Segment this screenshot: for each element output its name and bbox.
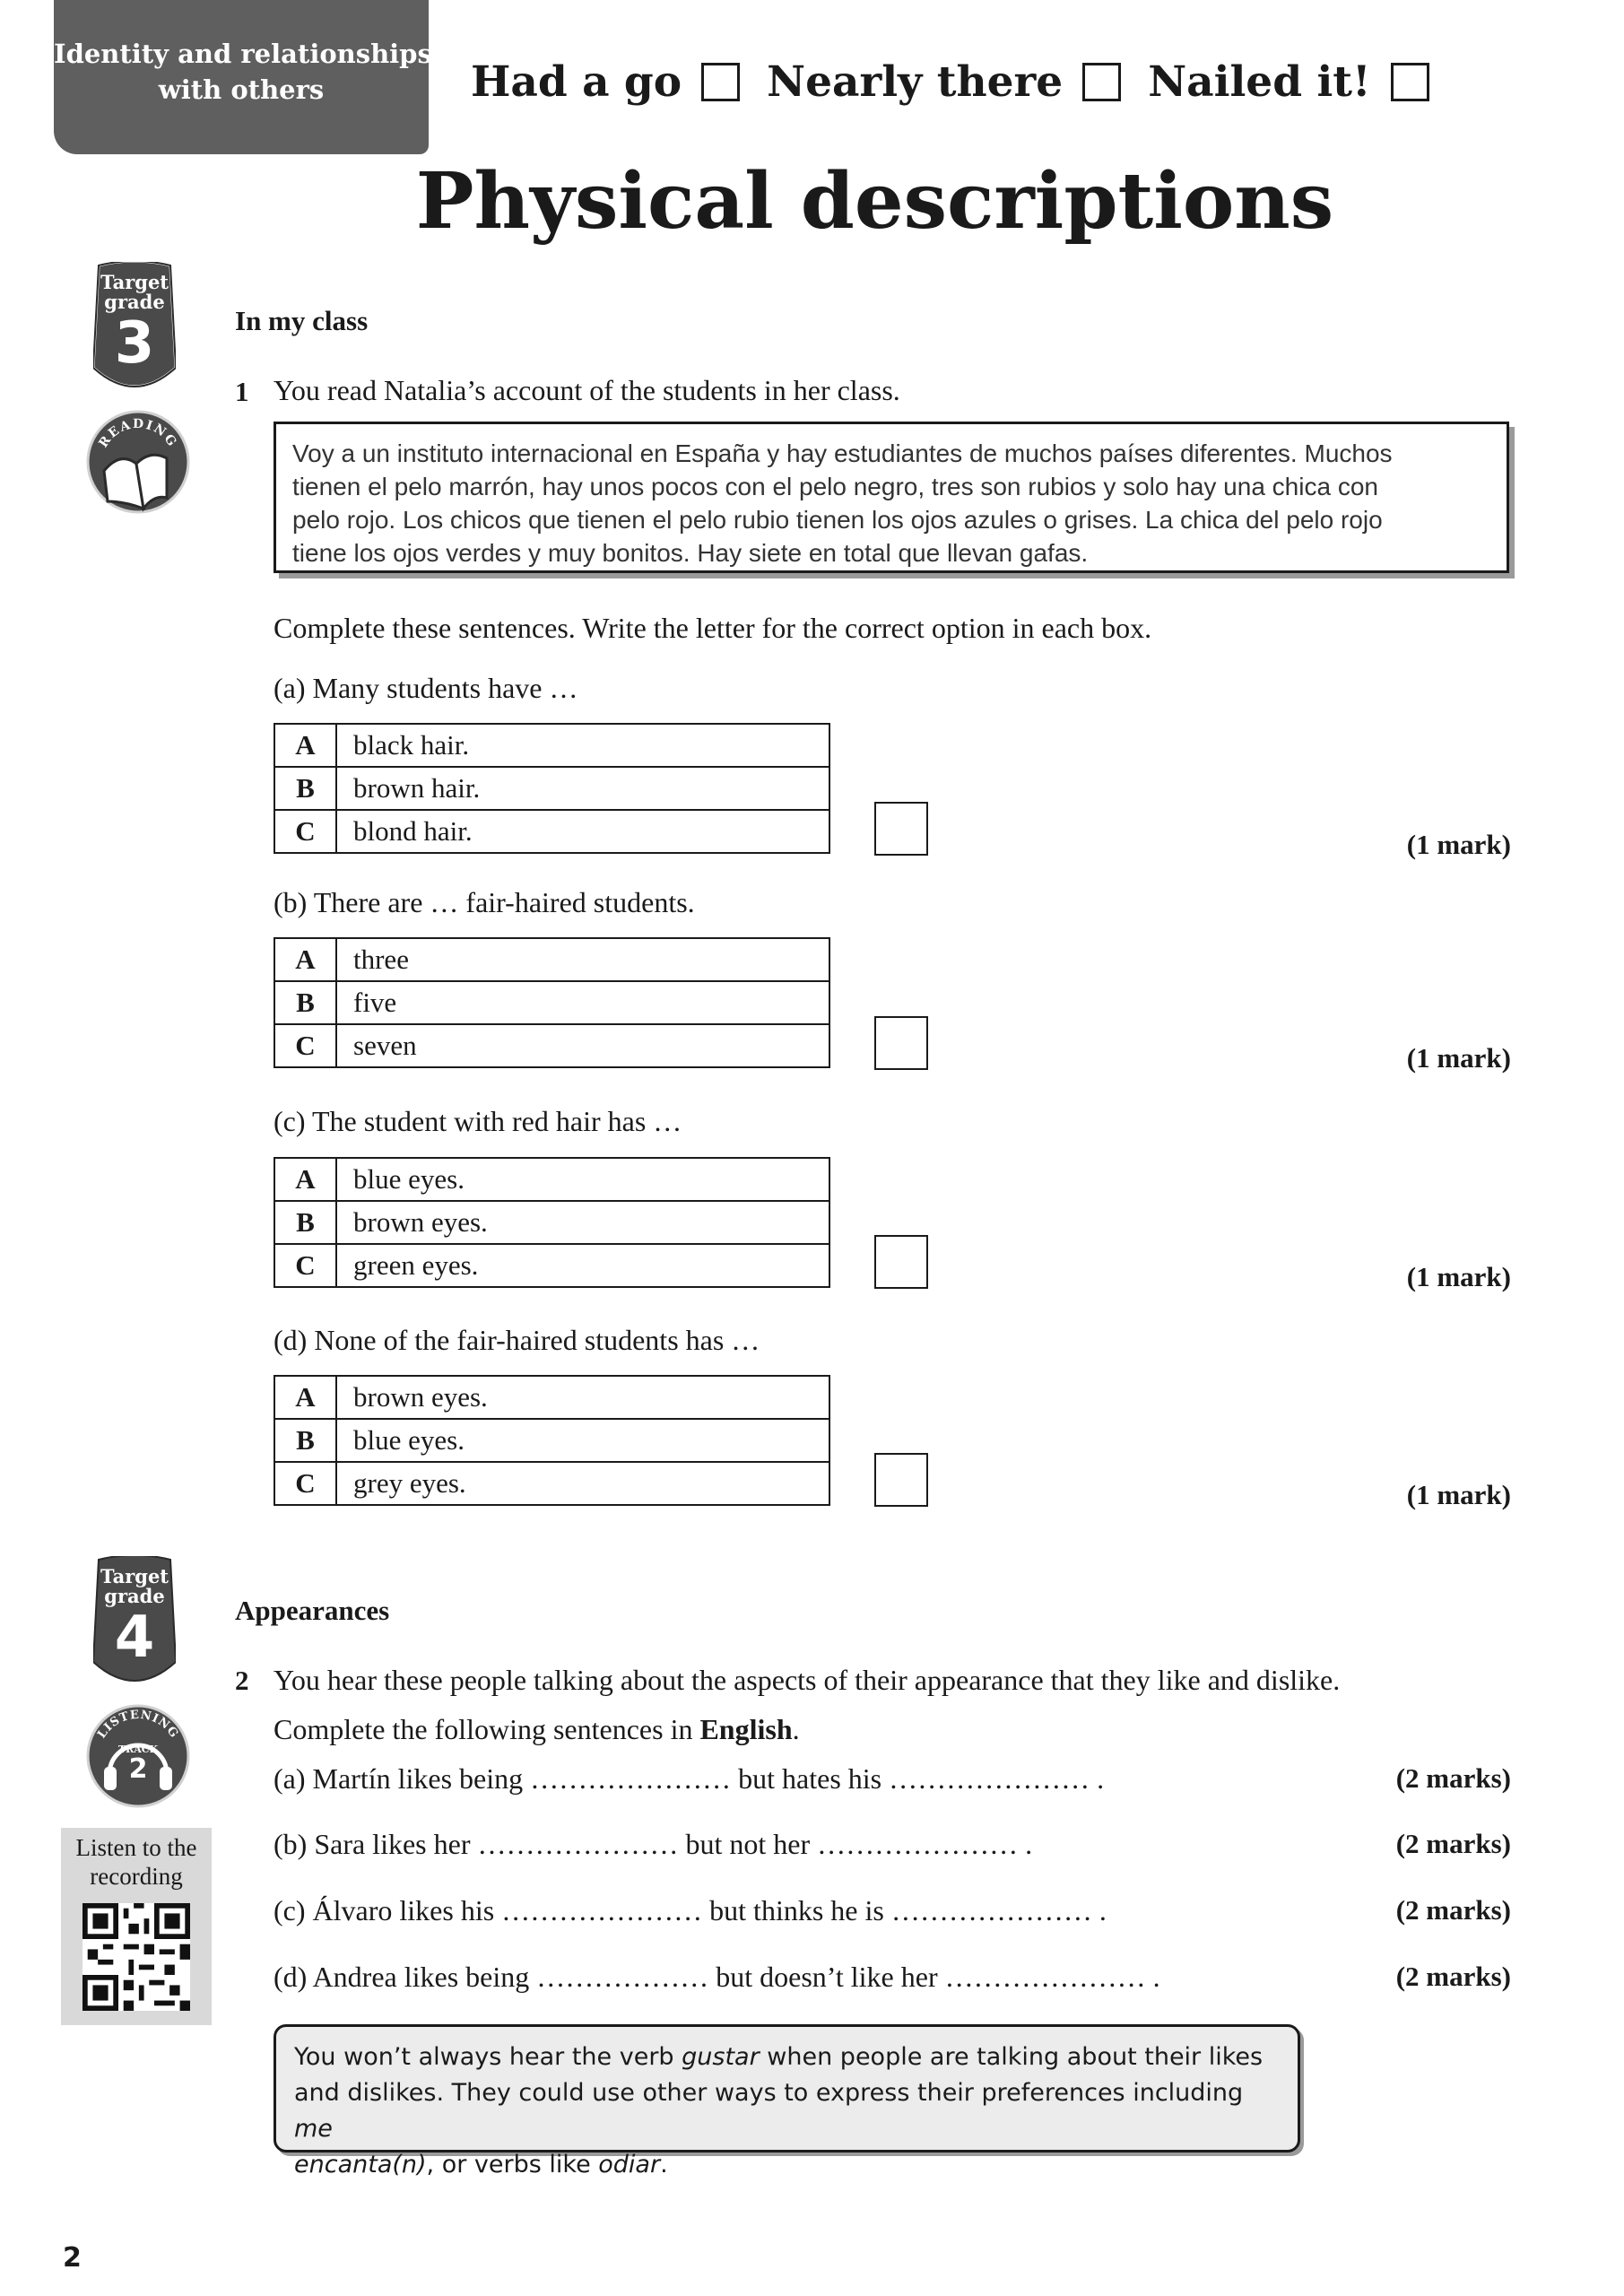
had-a-go-checkbox[interactable] — [701, 63, 740, 101]
grade-number: 3 — [114, 310, 155, 377]
option-row — [274, 938, 829, 981]
instruction-text: Complete the following sentences in — [274, 1713, 700, 1745]
tip-text: . — [660, 2151, 668, 2179]
nailed-it-checkbox[interactable] — [1391, 63, 1429, 101]
question-2-instruction — [274, 1713, 800, 1746]
item-d-options — [274, 1375, 830, 1506]
tip-italic: me — [294, 2115, 333, 2143]
tip-line1 — [294, 2039, 1280, 2075]
option-row — [274, 1201, 829, 1244]
option-letter: C — [274, 810, 336, 853]
tip-text: , or verbs like — [426, 2151, 599, 2179]
option-row — [274, 1024, 829, 1067]
option-letter: A — [274, 1376, 336, 1419]
unit-tab-line1: Identity and relationships — [54, 39, 432, 69]
option-row — [274, 810, 829, 853]
track-label: TRACK — [117, 1744, 159, 1755]
option-row — [274, 724, 829, 767]
item-b-stem: (b) There are … fair-haired students. — [274, 886, 695, 918]
target-label: Target — [100, 1565, 169, 1587]
option-row — [274, 1419, 829, 1462]
option-text: three — [336, 938, 829, 981]
option-letter: A — [274, 724, 336, 767]
reading-icon — [84, 408, 192, 516]
item-a-stem: (a) Many students have … — [274, 672, 578, 704]
item-a-answer-box[interactable] — [874, 802, 928, 856]
nearly-there-checkbox[interactable] — [1082, 63, 1121, 101]
page-number: 2 — [63, 2242, 82, 2274]
fill-item-d: (d) Andrea likes being ……………… but doesn’t like her ………………… . — [274, 1961, 1160, 1993]
option-letter: C — [274, 1024, 336, 1067]
option-text: brown hair. — [336, 767, 829, 810]
item-c-stem: (c) The student with red hair has … — [274, 1105, 682, 1137]
target-grade-badge-3 — [93, 262, 176, 395]
item-b-options — [274, 937, 830, 1068]
question-number-1: 1 — [235, 376, 249, 407]
option-row — [274, 1158, 829, 1201]
passage-line: tienen el pelo marrón, hay unos pocos con el pelo negro, tres son rubios y solo hay una chica con — [292, 473, 1378, 500]
option-text: grey eyes. — [336, 1462, 829, 1505]
fill-item-b-mark: (2 marks) — [1395, 1828, 1511, 1859]
option-row — [274, 1376, 829, 1419]
listen-panel — [61, 1828, 212, 2025]
instruction-end: . — [792, 1713, 800, 1745]
passage-line: Voy a un instituto internacional en España y hay estudiantes de muchos países diferentes. Muchos — [292, 439, 1393, 467]
section-heading-appearances: Appearances — [235, 1595, 390, 1626]
grade-label: grade — [104, 1585, 165, 1607]
qr-code-icon[interactable] — [83, 1903, 190, 2011]
fill-item-b: (b) Sara likes her ………………… but not her ………………… . — [274, 1828, 1033, 1860]
target-grade-badge-4 — [93, 1556, 176, 1689]
nearly-there-label: Nearly there — [767, 57, 1064, 107]
reading-passage — [274, 422, 1509, 573]
listen-line1: Listen to the — [75, 1834, 197, 1861]
tip-line2 — [294, 2075, 1280, 2147]
option-text: green eyes. — [336, 1244, 829, 1287]
fill-item-d-mark: (2 marks) — [1395, 1961, 1511, 1992]
option-row — [274, 1462, 829, 1505]
passage-line: tiene los ojos verdes y muy bonitos. Hay siete en total que llevan gafas. — [292, 539, 1089, 567]
option-text: seven — [336, 1024, 829, 1067]
tip-italic: encanta(n) — [294, 2151, 427, 2179]
option-text: blue eyes. — [336, 1158, 829, 1201]
option-row — [274, 981, 829, 1024]
target-label: Target — [100, 271, 169, 293]
tip-text: when people are talking about their likes — [759, 2043, 1264, 2071]
section-heading-in-my-class: In my class — [235, 305, 369, 336]
listen-line2: recording — [90, 1863, 183, 1890]
fill-item-c-mark: (2 marks) — [1395, 1894, 1511, 1926]
item-c-answer-box[interactable] — [874, 1235, 928, 1289]
option-text: brown eyes. — [336, 1201, 829, 1244]
option-row — [274, 767, 829, 810]
option-letter: A — [274, 938, 336, 981]
progress-tracker — [471, 50, 1429, 113]
item-a-mark: (1 mark) — [1406, 829, 1511, 860]
option-text: black hair. — [336, 724, 829, 767]
question-1-instruction: Complete these sentences. Write the letter for the correct option in each box. — [274, 612, 1152, 644]
option-text: brown eyes. — [336, 1376, 829, 1419]
fill-item-c: (c) Álvaro likes his ………………… but thinks he is ………………… . — [274, 1894, 1107, 1926]
option-row — [274, 1244, 829, 1287]
tip-text: and dislikes. They could use other ways to express their preferences including — [294, 2079, 1244, 2107]
item-c-mark: (1 mark) — [1406, 1261, 1511, 1292]
unit-tab-line2: with others — [158, 74, 325, 105]
item-b-mark: (1 mark) — [1406, 1042, 1511, 1074]
instruction-bold: English — [699, 1713, 793, 1745]
option-text: five — [336, 981, 829, 1024]
option-letter: A — [274, 1158, 336, 1201]
fill-item-a-mark: (2 marks) — [1395, 1762, 1511, 1794]
passage-line: pelo rojo. Los chicos que tienen el pelo rubio tienen los ojos azules o grises. La chica del pelo rojo — [292, 506, 1383, 534]
unit-tab — [54, 0, 432, 154]
grade-number: 4 — [114, 1605, 155, 1671]
question-number-2: 2 — [235, 1665, 249, 1696]
item-c-options — [274, 1157, 830, 1288]
option-letter: C — [274, 1462, 336, 1505]
option-letter: B — [274, 1419, 336, 1462]
page-title: Physical descriptions — [415, 156, 1334, 247]
nailed-it-label: Nailed it! — [1148, 57, 1371, 107]
tip-text: You won’t always hear the verb — [294, 2043, 682, 2071]
question-1-text: You read Natalia’s account of the students in her class. — [274, 374, 900, 406]
tip-line3 — [294, 2147, 1280, 2183]
item-a-options — [274, 723, 830, 854]
item-d-mark: (1 mark) — [1406, 1479, 1511, 1510]
had-a-go-label: Had a go — [471, 57, 682, 107]
option-text: blond hair. — [336, 810, 829, 853]
item-d-answer-box[interactable] — [874, 1453, 928, 1507]
fill-item-a: (a) Martín likes being ………………… but hates his ………………… . — [274, 1762, 1105, 1795]
option-text: blue eyes. — [336, 1419, 829, 1462]
listening-label: LISTENING — [95, 1708, 181, 1742]
tip-italic: gustar — [682, 2043, 760, 2071]
option-letter: C — [274, 1244, 336, 1287]
track-number: 2 — [128, 1753, 148, 1785]
option-letter: B — [274, 1201, 336, 1244]
tip-box — [274, 2024, 1300, 2179]
grade-label: grade — [104, 291, 165, 313]
listening-icon — [84, 1702, 192, 1810]
option-letter: B — [274, 767, 336, 810]
item-b-answer-box[interactable] — [874, 1016, 928, 1070]
item-d-stem: (d) None of the fair-haired students has … — [274, 1324, 760, 1356]
option-letter: B — [274, 981, 336, 1024]
question-2-text: You hear these people talking about the aspects of their appearance that they like and dislike. — [274, 1664, 1341, 1696]
tip-italic: odiar — [598, 2151, 661, 2179]
reading-label: READING — [96, 416, 180, 451]
